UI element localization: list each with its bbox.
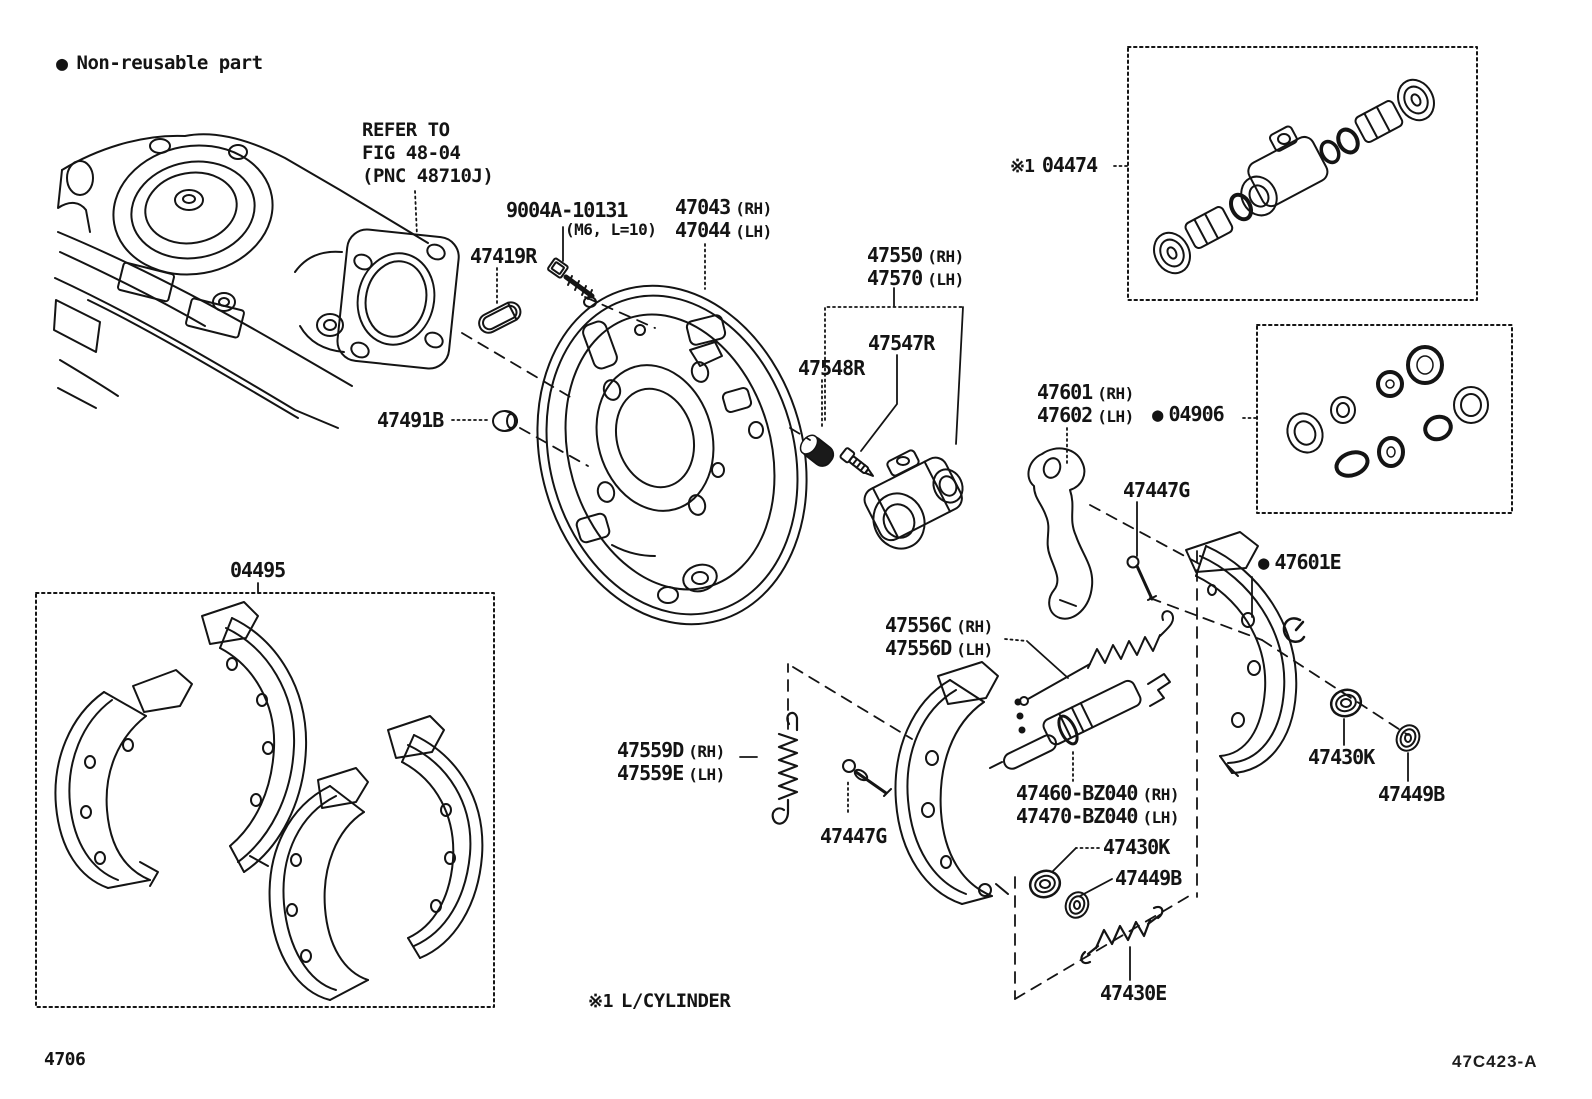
part-label-47470-BZ040: 47470-BZ040 (LH) — [1016, 804, 1179, 828]
box-04906 — [1257, 325, 1512, 513]
part-label-9004A-10131: 9004A-10131 — [506, 198, 628, 222]
part-label-47550: 47550 (RH) — [867, 243, 964, 267]
part-label-47449B-right: 47449B — [1378, 782, 1445, 806]
part-label-47556C: 47556C (RH) — [885, 613, 993, 637]
backing-plate-drawing — [499, 254, 846, 657]
shoe-4 — [388, 716, 482, 958]
part-label-47601: 47601 (RH) — [1037, 380, 1134, 404]
part-label-04474: ※1 04474 — [1010, 153, 1098, 177]
part-label-47460-BZ040: 47460-BZ040 (RH) — [1016, 781, 1179, 805]
bleeder-screw-47547R-drawing — [840, 447, 877, 480]
bolt-9004A-drawing — [547, 258, 592, 299]
part-label-47556D: 47556D (LH) — [885, 636, 993, 660]
part-label-47447G-upper: 47447G — [1123, 478, 1190, 502]
part-label-47491B: 47491B — [377, 408, 444, 432]
page-number: 4706 — [44, 1049, 86, 1070]
part-label-47547R: 47547R — [868, 331, 935, 355]
non-reusable-bullet-icon: ● — [1152, 404, 1163, 426]
non-reusable-bullet-icon: ● — [1258, 552, 1269, 574]
part-label-47447G-lower: 47447G — [820, 824, 887, 848]
part-label-47601E: ● 47601E — [1258, 550, 1341, 574]
box-04495 — [36, 593, 494, 1007]
holddown-spring-47430K-lower-drawing — [1027, 867, 1064, 901]
note-l-cylinder: ※1 L/CYLINDER — [588, 990, 731, 1012]
part-label-04906: ● 04906 — [1152, 402, 1224, 426]
washer-47449B-right-drawing — [1393, 722, 1424, 755]
center-brake-shoe-drawing — [895, 662, 1024, 904]
refer-note-line1: REFER TO — [362, 119, 450, 141]
part-label-04495: 04495 — [230, 558, 286, 582]
shoe-1 — [55, 670, 192, 888]
pin-47447G-lower-drawing — [843, 760, 891, 796]
refer-note-line2: FIG 48-04 — [362, 142, 461, 164]
reference-mark: ※1 — [588, 991, 613, 1012]
part-label-47559E: 47559E (LH) — [617, 761, 725, 785]
part-label-47602: 47602 (LH) — [1037, 403, 1134, 427]
part-label-47548R: 47548R — [798, 356, 865, 380]
legend-text: Non-reusable part — [76, 52, 263, 74]
washer-47449B-lower-drawing — [1062, 889, 1092, 921]
plug-47419R-drawing — [476, 299, 524, 336]
part-label-47044: 47044 (LH) — [675, 218, 772, 242]
part-label-47043: 47043 (RH) — [675, 195, 772, 219]
shoe-2 — [202, 602, 306, 872]
brake-shoe-kit-04495-drawing — [55, 602, 482, 1000]
plug-47491B-drawing — [493, 411, 517, 431]
wheel-cylinder-drawing — [860, 449, 967, 557]
part-label-47430K-lower: 47430K — [1103, 835, 1170, 859]
adjusting-spring-47556-drawing — [1020, 611, 1173, 705]
refer-note-line3: (PNC 48710J) — [362, 165, 494, 187]
shoe-3 — [270, 768, 368, 1000]
figure-code: 47C423-A — [1452, 1052, 1538, 1071]
part-label-47430E: 47430E — [1100, 981, 1167, 1005]
part-label-47559D: 47559D (RH) — [617, 738, 725, 762]
cylinder-kit-04474-drawing — [1147, 73, 1441, 279]
grommet-kit-04906-drawing — [1281, 347, 1488, 480]
parking-brake-lever-drawing — [1028, 448, 1092, 618]
part-label-47449B-lower: 47449B — [1115, 866, 1182, 890]
part-label-47570: 47570 (LH) — [867, 266, 964, 290]
legend-non-reusable — [56, 51, 263, 75]
kit-group-boxes — [36, 47, 1512, 1007]
part-label-bolt-spec: (M6, L=10) — [565, 220, 657, 239]
return-spring-47559-drawing — [773, 713, 797, 824]
leader-lines — [258, 227, 1408, 980]
part-label-47430K-right: 47430K — [1308, 745, 1375, 769]
adjuster-47460-drawing — [990, 674, 1170, 771]
dotted-leader-lines — [415, 166, 1256, 848]
non-reusable-bullet-icon: ● — [56, 51, 68, 75]
pin-47447G-upper-drawing — [1128, 557, 1157, 601]
reference-mark: ※1 — [1010, 156, 1034, 177]
part-label-47419R: 47419R — [470, 244, 537, 268]
